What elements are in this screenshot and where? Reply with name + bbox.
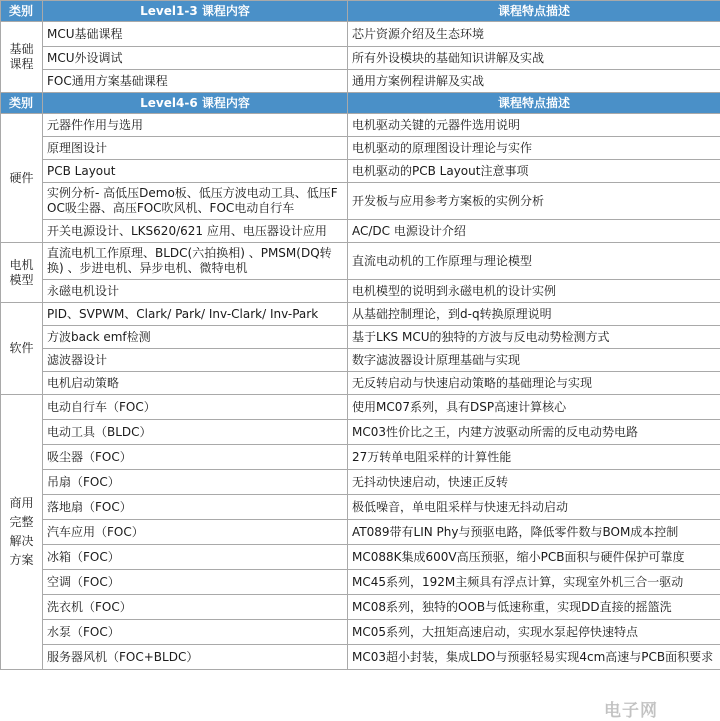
feature-cell: 电机驱动的PCB Layout注意事项: [348, 160, 720, 183]
table-row: [1, 420, 720, 445]
feature-cell: 极低噪音，单电阻采样与快速无抖动启动: [348, 495, 720, 520]
feature-cell: AT089带有LIN Phy与预驱电路，降低零件数与BOM成本控制: [348, 520, 720, 545]
feature-cell: 数字滤波器设计原理基础与实现: [348, 349, 720, 372]
content-cell: MCU外设调试: [43, 47, 348, 70]
table-row: [1, 22, 720, 47]
content-cell: 水泵（FOC）: [43, 620, 348, 645]
header-content: Level4-6 课程内容: [43, 93, 348, 114]
feature-cell: 直流电动机的工作原理与理论模型: [348, 243, 720, 280]
course-table-body: [1, 1, 720, 670]
table-row: [1, 160, 720, 183]
content-cell: 滤波器设计: [43, 349, 348, 372]
table-row: [1, 445, 720, 470]
table-row: [1, 70, 720, 93]
table-row: [1, 243, 720, 280]
table-row: [1, 220, 720, 243]
content-cell: 原理图设计: [43, 137, 348, 160]
header-row: [1, 93, 720, 114]
category-cell: 软件: [1, 303, 43, 395]
header-content: Level1-3 课程内容: [43, 1, 348, 22]
table-row: [1, 620, 720, 645]
feature-cell: 27万转单电阻采样的计算性能: [348, 445, 720, 470]
content-cell: 直流电机工作原理、BLDC(六拍换相) 、PMSM(DQ转换) 、步进电机、异步电机、微特电机: [43, 243, 348, 280]
category-cell: 商用完整解决方案: [1, 395, 43, 670]
category-cell: 硬件: [1, 114, 43, 243]
content-cell: 实例分析- 高低压Demo板、低压方波电动工具、低压FOC吸尘器、高压FOC吹风机、FOC电动自行车: [43, 183, 348, 220]
content-cell: 开关电源设计、LKS620/621 应用、电压器设计应用: [43, 220, 348, 243]
content-cell: 吊扇（FOC）: [43, 470, 348, 495]
table-row: [1, 349, 720, 372]
feature-cell: 电机驱动的原理图设计理论与实作: [348, 137, 720, 160]
table-row: [1, 520, 720, 545]
table-row: [1, 303, 720, 326]
feature-cell: 芯片资源介绍及生态环境: [348, 22, 720, 47]
table-row: [1, 114, 720, 137]
feature-cell: AC/DC 电源设计介绍: [348, 220, 720, 243]
table-row: [1, 645, 720, 670]
feature-cell: 无反转启动与快速启动策略的基础理论与实现: [348, 372, 720, 395]
table-row: [1, 395, 720, 420]
content-cell: 服务器风机（FOC+BLDC）: [43, 645, 348, 670]
table-row: [1, 326, 720, 349]
content-cell: 汽车应用（FOC）: [43, 520, 348, 545]
feature-cell: MC088K集成600V高压预驱，缩小PCB面积与硬件保护可靠度: [348, 545, 720, 570]
content-cell: 吸尘器（FOC）: [43, 445, 348, 470]
feature-cell: 电机模型的说明到永磁电机的设计实例: [348, 280, 720, 303]
table-row: [1, 495, 720, 520]
table-row: [1, 545, 720, 570]
header-feature: 课程特点描述: [348, 1, 720, 22]
content-cell: MCU基础课程: [43, 22, 348, 47]
watermark: 电子网: [604, 696, 714, 718]
category-cell: 电机模型: [1, 243, 43, 303]
feature-cell: MC08系列，独特的OOB与低速称重，实现DD直接的摇篮洗: [348, 595, 720, 620]
content-cell: 空调（FOC）: [43, 570, 348, 595]
content-cell: 电机启动策略: [43, 372, 348, 395]
content-cell: 元器件作用与选用: [43, 114, 348, 137]
header-category: 类别: [1, 93, 43, 114]
table-row: [1, 372, 720, 395]
category-cell: 基础课程: [1, 22, 43, 93]
feature-cell: 电机驱动关键的元器件选用说明: [348, 114, 720, 137]
header-row: [1, 1, 720, 22]
content-cell: PCB Layout: [43, 160, 348, 183]
feature-cell: 基于LKS MCU的独特的方波与反电动势检测方式: [348, 326, 720, 349]
table-row: [1, 570, 720, 595]
table-row: [1, 280, 720, 303]
table-row: [1, 595, 720, 620]
feature-cell: 无抖动快速启动，快速正反转: [348, 470, 720, 495]
feature-cell: 从基础控制理论，到d-q转换原理说明: [348, 303, 720, 326]
feature-cell: MC45系列，192M主频具有浮点计算，实现室外机三合一驱动: [348, 570, 720, 595]
header-category: 类别: [1, 1, 43, 22]
content-cell: 方波back emf检测: [43, 326, 348, 349]
content-cell: PID、SVPWM、Clark/ Park/ Inv-Clark/ Inv-Park: [43, 303, 348, 326]
feature-cell: 所有外设模块的基础知识讲解及实战: [348, 47, 720, 70]
feature-cell: 开发板与应用参考方案板的实例分析: [348, 183, 720, 220]
content-cell: 洗衣机（FOC）: [43, 595, 348, 620]
content-cell: FOC通用方案基础课程: [43, 70, 348, 93]
content-cell: 永磁电机设计: [43, 280, 348, 303]
content-cell: 冰箱（FOC）: [43, 545, 348, 570]
feature-cell: 通用方案例程讲解及实战: [348, 70, 720, 93]
feature-cell: 使用MC07系列，具有DSP高速计算核心: [348, 395, 720, 420]
header-feature: 课程特点描述: [348, 93, 720, 114]
feature-cell: MC05系列，大扭矩高速启动，实现水泵起停快速特点: [348, 620, 720, 645]
content-cell: 电动自行车（FOC）: [43, 395, 348, 420]
table-row: [1, 470, 720, 495]
content-cell: 电动工具（BLDC）: [43, 420, 348, 445]
table-row: [1, 137, 720, 160]
feature-cell: MC03性价比之王，内建方波驱动所需的反电动势电路: [348, 420, 720, 445]
feature-cell: MC03超小封装，集成LDO与预驱轻易实现4cm高速与PCB面积要求: [348, 645, 720, 670]
content-cell: 落地扇（FOC）: [43, 495, 348, 520]
table-row: [1, 183, 720, 220]
table-row: [1, 47, 720, 70]
